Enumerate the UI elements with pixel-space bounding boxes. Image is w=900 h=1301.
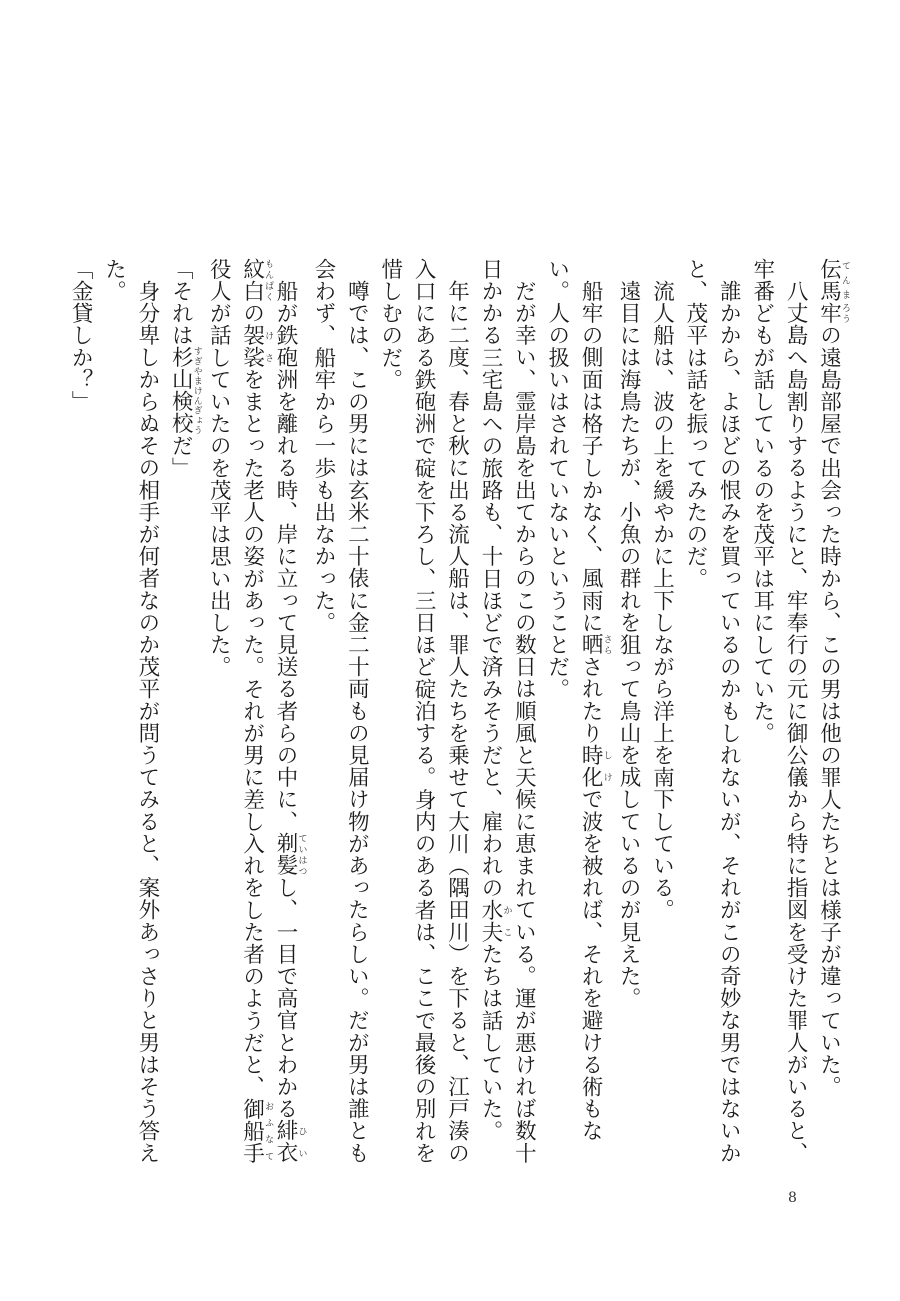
- ruby-base: 晒: [578, 633, 604, 656]
- ruby-base: 杉山検校: [168, 346, 194, 435]
- paragraph: [745, 258, 812, 1178]
- ruby-base: 時化: [578, 743, 604, 788]
- text-run: されたり: [578, 655, 604, 744]
- paragraph: [373, 258, 473, 1178]
- ruby-word: [578, 633, 612, 656]
- text-run: 身分卑しからぬその相手が何者なのか茂平が問うてみると、案外あっさりと男はそう答えた。: [101, 258, 160, 1164]
- text-run: 年に二度、春と秋に出る流人船は、罪人たちを乗せて大川（隅田川）を下ると、江戸湊の入口にある鉄砲洲で碇を下ろし、三日ほど碇泊する。身内のある者は、ここで最後の別れを惜しむのだ。: [377, 258, 470, 1165]
- ruby-word: [477, 898, 512, 944]
- ruby-word: [816, 302, 850, 325]
- ruby-reading: しけ: [601, 743, 612, 788]
- text-run: 八丈島へ島割りするようにと、牢奉行の元に御公儀から特に指図を受けた罪人がいると、牢番どもが話しているのを茂平は耳にしていた。: [749, 258, 809, 1164]
- paragraph: [612, 258, 645, 1178]
- ruby-reading: すぎやまけんぎょう: [191, 346, 202, 435]
- ruby-base: 御船手: [239, 1097, 265, 1165]
- text-run: をまとった老人の姿があった。それが男に差し入れをした者のようだと、: [239, 368, 265, 1098]
- text-run: 「それは: [168, 258, 194, 347]
- text-run: 遠目には海鳥たちが、小魚の群れを狙って鳥山を成しているのが見えた。: [616, 279, 642, 1009]
- ruby-reading: けさ: [263, 324, 274, 369]
- paragraph: [64, 258, 97, 1178]
- paragraph: [678, 258, 745, 1178]
- ruby-base: 緋衣: [273, 1119, 298, 1164]
- text-run: 誰かから、よほどの恨みを買っているのかもしれないが、それがこの奇妙な男ではないかと、茂平は話を振ってみたのだ。: [682, 258, 742, 1164]
- text-run: 「金貸しか？」: [68, 258, 94, 413]
- paragraph: [164, 258, 202, 1178]
- paragraph: [474, 258, 541, 1178]
- text-run: 船牢の側面は格子しかなく、風雨に: [578, 279, 604, 634]
- text-run: 役人が話していたのを茂平は思い出した。: [206, 258, 232, 678]
- ruby-word: [578, 743, 612, 788]
- text-run: だが幸い、霊岸島を出てからのこの数日は順風と天候に恵まれている。運が悪ければ数十日かかる三宅島への旅路も、十日ほどで済みそうだと、雇われの: [477, 258, 537, 1164]
- ruby-reading: てんま: [840, 258, 850, 303]
- ruby-reading: おふなて: [263, 1097, 274, 1165]
- paragraph: [645, 258, 678, 1178]
- text-run: の: [239, 302, 265, 325]
- paragraph: [812, 258, 850, 1178]
- ruby-reading: ていはつ: [296, 832, 307, 877]
- ruby-word: [239, 258, 274, 303]
- text-run: の遠島部屋で出会った時から、この男は他の罪人たちとは様子が違っていた。: [816, 324, 842, 1098]
- paragraph: [540, 258, 611, 1178]
- text-run: だ」: [168, 434, 194, 480]
- ruby-reading: さら: [601, 633, 612, 656]
- paragraph: [202, 258, 307, 1178]
- ruby-word: [168, 346, 202, 435]
- ruby-reading: ひい: [296, 1119, 307, 1164]
- ruby-base: 剃髪: [273, 832, 298, 877]
- novel-text-block: [50, 258, 850, 1178]
- ruby-base: 紋白: [239, 258, 265, 303]
- ruby-word: [273, 1119, 307, 1164]
- ruby-base: 袈裟: [239, 324, 265, 369]
- ruby-reading: ろう: [840, 302, 850, 325]
- ruby-reading: もんぱく: [263, 258, 274, 303]
- text-run: で波を被れば、それを避ける術もない。人の扱いはされていないということだ。: [544, 258, 604, 1142]
- ruby-base: 牢: [816, 302, 842, 325]
- paragraph: [307, 258, 374, 1178]
- ruby-base: 伝馬: [816, 258, 842, 303]
- ruby-word: [239, 1097, 274, 1165]
- ruby-word: [816, 258, 850, 303]
- ruby-word: [273, 832, 307, 877]
- ruby-word: [239, 324, 274, 369]
- ruby-reading: かこ: [501, 898, 512, 944]
- page-number: 8: [788, 1190, 797, 1206]
- ruby-base: 水夫: [477, 898, 503, 944]
- text-run: 船が鉄砲洲を離れる時、岸に立って見送る者らの中に、: [273, 279, 298, 832]
- text-run: 流人船は、波の上を緩やかに上下しながら洋上を南下している。: [649, 279, 675, 921]
- text-run: たちは話していた。: [477, 943, 503, 1143]
- text-run: 噂では、この男には玄米二十俵に金二十両もの見届け物があったらしい。だが男は誰とも会わず、船牢から一歩も出なかった。: [310, 258, 370, 1164]
- paragraph: [97, 258, 164, 1178]
- text-run: し、一目で高官とわかる: [273, 876, 298, 1120]
